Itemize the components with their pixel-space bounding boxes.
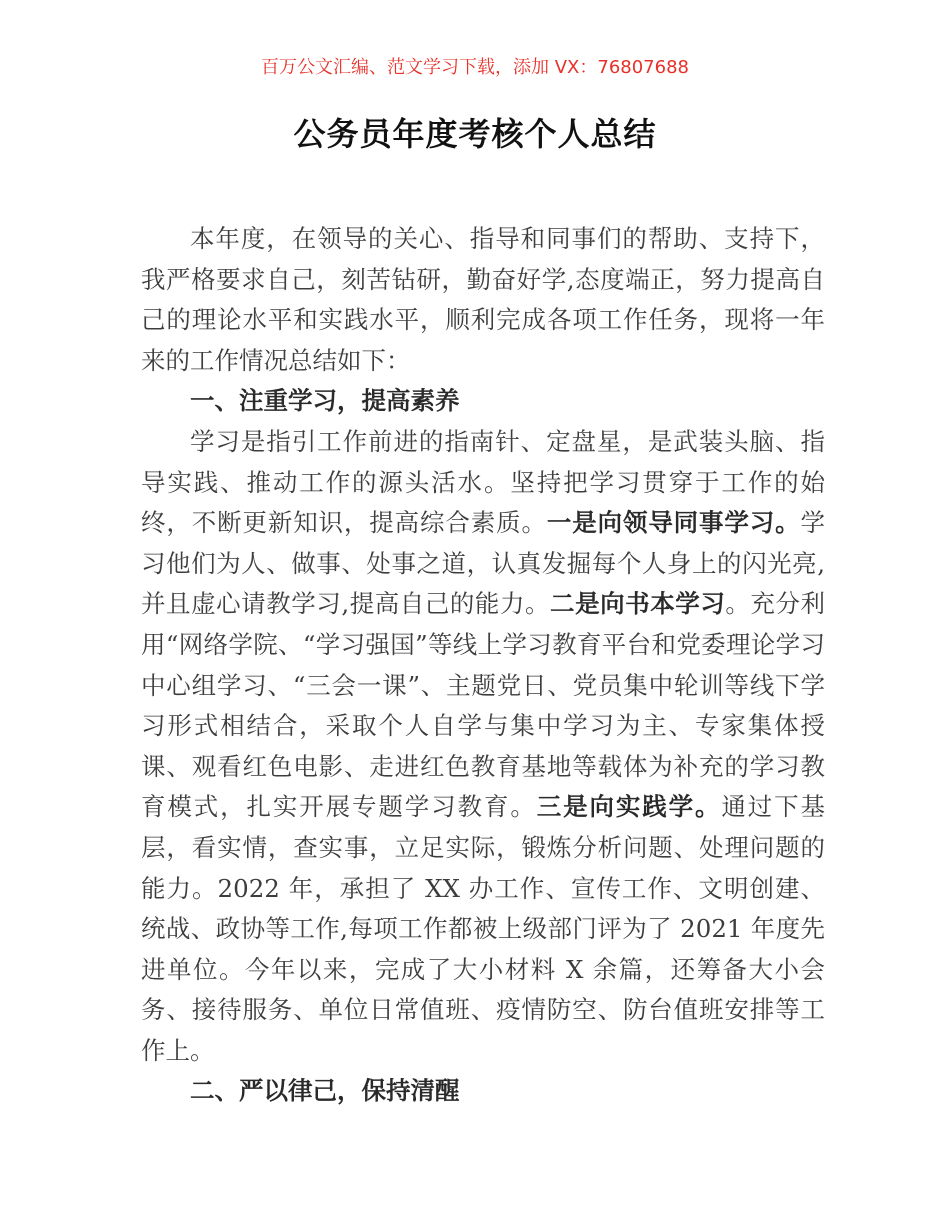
section-1-paragraph (141, 422, 825, 1072)
text-segment: 学习他们为人、做事、处事之道，认真发掘每个人身上的闪光亮,并且虚心请教学习,提高自己的能力。 (141, 508, 826, 619)
text-segment: 学习是指引工作前进的指南针、定盘星，是武装头脑、指导实践、推动工作的源头活水。坚持把学习贯穿于工作的始终，不断更新知识，提高综合素质。 (141, 426, 825, 538)
section-heading-2: 二、严以律己，保持清醒 (190, 1076, 460, 1106)
bold-point-2: 二是向书本学习 (550, 589, 726, 619)
bold-point-3: 三是向实践学。 (536, 792, 722, 822)
text-segment: 。充分利用“网络学院、“学习强国”等线上学习教育平台和党委理论学习中心组学习、“三会一课”、主题党日、党员集中轮训等线下学习形式相结合，采取个人自学与集中学习为主、专家集体授课、观看红色电影、走进红色教育基地等载体为补充的学习教育模式，扎实开展专题学习教育。 (141, 589, 825, 822)
text-segment: 本年度，在领导的关心、指导和同事们的帮助、支持下，我严格要求自己，刻苦钻研，勤奋好学,态度端正，努力提高自己的理论水平和实践水平，顺利完成各项工作任务，现将一年来的工作情况总结如下： (141, 224, 825, 375)
document-body (141, 219, 825, 1112)
bold-point-1: 一是向领导同事学习。 (546, 508, 801, 538)
document-title: 公务员年度考核个人总结 (293, 115, 657, 153)
watermark-banner: 百万公文汇编、范文学习下载，添加 VX：76807688 (261, 57, 689, 78)
text-segment: 通过下基层，看实情，查实事，立足实际，锻炼分析问题、处理问题的能力。2022 年，承担了 XX 办工作、宣传工作、文明创建、统战、政协等工作,每项工作都被上级部门评为了 2021 年度先进单位。今年以来，完成了大小材料 X 余篇，还筹备大小会务、接待服务、单位日常值班、疫情防空、防台值班安排等工作上。 (141, 792, 826, 1065)
section-heading-1: 一、注重学习，提高素养 (190, 386, 460, 416)
intro-paragraph (141, 219, 825, 381)
